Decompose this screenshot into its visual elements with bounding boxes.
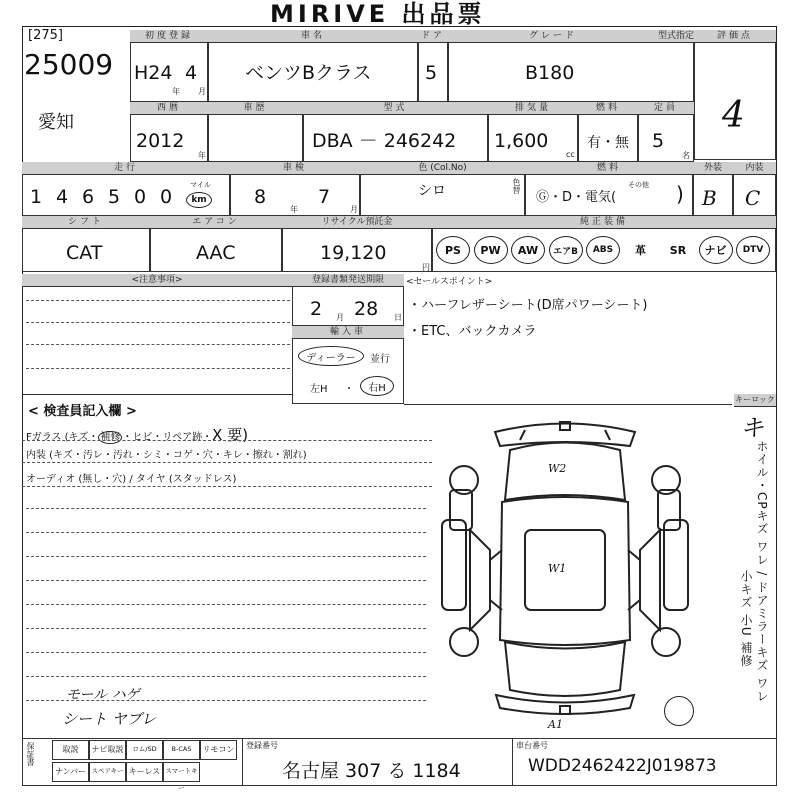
hdr-door: ドア (418, 30, 448, 43)
mileage-digit: 6 (82, 186, 95, 208)
page-title: MIRIVE 出品票 (270, 0, 486, 28)
equipment-item: エアB (549, 236, 583, 264)
fuel-close: ) (676, 182, 684, 206)
cc-value: 1,600 (494, 130, 549, 152)
interior-score: C (745, 186, 761, 210)
fuel-other: その他 (628, 181, 649, 189)
hdr-chassis: 車台番号 (516, 741, 548, 750)
inspector-blank-line (26, 580, 426, 581)
notice-line (26, 368, 290, 369)
deadline-cell (292, 286, 404, 326)
bottom-label: スマートキー (163, 762, 200, 782)
color-value: シロ (418, 183, 446, 199)
first-reg-unit-month: 月 (198, 87, 206, 96)
appraisal-score: 4 (722, 95, 745, 136)
first-reg-unit-year: 年 (172, 87, 180, 96)
bottom-label: ナンバー (52, 762, 89, 782)
exterior-score: B (702, 186, 717, 210)
model-year-unit: 年 (198, 151, 206, 160)
inspector-line-2: 内装 (キズ・汚レ・汚れ・シミ・コゲ・穴・キレ・擦れ・割れ) (26, 450, 307, 461)
inspection-year: 8 (254, 186, 267, 208)
mileage-digit: 1 (30, 186, 43, 208)
inspector-blank-line (26, 676, 426, 677)
ac-choice: 有・無 (587, 135, 629, 151)
bottom-label: リモコン (200, 740, 237, 760)
grade: B180 (525, 62, 575, 84)
deadline-unit-day: 日 (394, 313, 402, 322)
bottom-label: ナビ取説 (89, 740, 126, 760)
inspector-blank-line (26, 556, 426, 557)
inspector-line-3: オーディオ (無し・穴) / タイヤ (スタッドレス) (26, 474, 237, 485)
hdr-model: 型式 (303, 102, 488, 115)
inspector-blank-line (26, 652, 426, 653)
mileage-digit: 0 (134, 186, 147, 208)
equipment-item: PS (436, 236, 470, 264)
divider (22, 462, 432, 463)
hdr-notice: <注意事項> (22, 274, 292, 287)
inspection-unit-month: 月 (350, 205, 358, 214)
equipment-item: 革 (635, 244, 646, 257)
inspector-blank-line (26, 628, 426, 629)
hdr-typ: 型式指定 (658, 31, 695, 41)
equipment-item: DTV (736, 236, 770, 264)
first-reg-era: H24 (134, 62, 173, 84)
bottom-label: B-CAS (163, 740, 200, 760)
line1-mark: X 要) (212, 426, 249, 444)
bottom-label: キーレス (126, 762, 163, 782)
equipment-item: ナビ (699, 236, 733, 264)
lot-region: 愛知 (38, 112, 74, 133)
hdr-equipment: 純正装備 (432, 216, 776, 229)
fuel-options: Ⓖ・D・電気( (536, 190, 617, 205)
diagram-mark-bottom: A1 (548, 718, 563, 731)
sale-point-2: ・ETC、バックカメラ (408, 324, 537, 339)
keylock-mark: キ (740, 414, 764, 442)
equipment-item: SR (669, 243, 687, 257)
line1-circled: 補修 (100, 432, 121, 443)
mileage-digit: 0 (160, 186, 173, 208)
inspector-heading: < 検査員記入欄 > (28, 404, 137, 419)
reg-number: 名古屋 307 る 1184 (282, 760, 461, 782)
divider (22, 440, 432, 441)
side-damage-text: ホイル・CPキズ ワレ / ドアミラーキズ ワレ (755, 440, 769, 703)
sale-point-1: ・ハーフレザーシート(D席パワーシート) (408, 298, 648, 313)
chassis-number: WDD2462422J019873 (528, 756, 717, 776)
car-name: ベンツBクラス (245, 62, 372, 84)
equipment-item: PW (474, 236, 508, 264)
dealer-tail: 並行 (370, 354, 390, 365)
lot-bracket: [275] (28, 28, 63, 43)
class-cell (208, 114, 303, 162)
color-change-label: 色替 (512, 178, 521, 194)
model-year: 2012 (136, 130, 185, 152)
capacity: 5 (652, 130, 665, 152)
capacity-unit: 名 (682, 151, 690, 160)
mileage-unit-mile: マイル (190, 181, 211, 189)
aircon: AAC (196, 242, 236, 264)
recycle-fee: 19,120 (320, 242, 387, 264)
mileage-digit: 5 (108, 186, 121, 208)
hdr-deadline: 登録書類発送期限 (292, 274, 404, 287)
hdr-keylock: キーロック (734, 394, 776, 407)
inspector-blank-line (26, 604, 426, 605)
first-reg-month: 4 (185, 62, 198, 84)
notice-line (26, 322, 290, 323)
hdr-year: 西暦 (130, 102, 208, 115)
line1-prefix: Fガラス (キズ・ (26, 432, 99, 443)
dealer-option: ディーラー (298, 346, 364, 366)
notice-line (26, 300, 290, 301)
handwritten-note-1: モール ハゲ (66, 687, 140, 703)
hdr-first-reg: 初度登録 (130, 30, 208, 43)
hdr-grade: グレード (448, 30, 658, 43)
spare-circle (664, 696, 694, 726)
lot-number: 25009 (24, 48, 114, 81)
hdr-buyer: 輸入車 (292, 326, 404, 339)
inspection-month: 7 (318, 186, 331, 208)
mileage-unit-km: km (186, 192, 212, 208)
steering-sep: ・ (344, 384, 354, 395)
hdr-name: 車名 (208, 30, 418, 43)
hdr-ext: 外装 (693, 162, 733, 175)
hdr-salepoint: <セールスポイント> (406, 277, 493, 287)
hdr-color: 色 (Col.No) (360, 162, 525, 175)
hdr-reg-number: 登録番号 (246, 741, 278, 750)
bottom-label: ロム/SD (126, 740, 163, 760)
divider (404, 404, 732, 405)
handwritten-note-2: シート ヤブレ (62, 710, 157, 728)
hdr-shift: シフト (22, 216, 150, 229)
door-count: 5 (425, 62, 438, 84)
deadline-day: 28 (354, 298, 379, 320)
bottom-side-label: 保証書 (26, 742, 35, 766)
side-damage-text-2: 小キズ 小U 補修 (739, 570, 753, 668)
inspection-unit-year: 年 (290, 205, 298, 214)
hdr-mileage: 走行 (22, 162, 230, 175)
inspector-line-1 (26, 424, 248, 445)
shift: CAT (66, 242, 103, 264)
deadline-month: 2 (310, 298, 323, 320)
equipment-item: AW (511, 236, 545, 264)
steering-right: 右H (360, 376, 394, 396)
divider (512, 738, 513, 786)
hdr-fuel: 燃料 (525, 162, 693, 175)
bottom-label: 取説 (52, 740, 89, 760)
line1-suffix: ・ヒビ・リペア跡・ (122, 432, 213, 443)
divider (22, 394, 292, 395)
hdr-aircon: エアコン (150, 216, 282, 229)
recycle-unit: 円 (422, 263, 430, 272)
hdr-mission: 燃料 (578, 102, 638, 115)
steering-left: 左H (310, 384, 328, 395)
inspector-blank-line (26, 532, 426, 533)
model-code: DBA － 246242 (312, 130, 457, 152)
notice-line (26, 344, 290, 345)
inspector-blank-line (26, 508, 426, 509)
diagram-mark-body: W1 (548, 562, 567, 575)
divider (22, 486, 432, 487)
hdr-appraisal: 評価点 (694, 30, 776, 43)
equipment-item: ABS (586, 236, 620, 264)
cc-unit: cc (566, 150, 575, 159)
mileage-digit: 4 (56, 186, 69, 208)
hdr-recycle: リサイクル預託金 (282, 216, 432, 229)
hdr-capacity: 定員 (638, 102, 694, 115)
deadline-unit-month: 月 (336, 313, 344, 322)
hdr-inspection: 車検 (230, 162, 360, 175)
hdr-int: 内装 (733, 162, 776, 175)
diagram-mark-roof: W2 (548, 462, 567, 475)
divider (242, 738, 243, 786)
hdr-class: 車歴 (208, 102, 303, 115)
hdr-cc: 排気量 (488, 102, 578, 115)
bottom-label: スペアキー (89, 762, 126, 782)
